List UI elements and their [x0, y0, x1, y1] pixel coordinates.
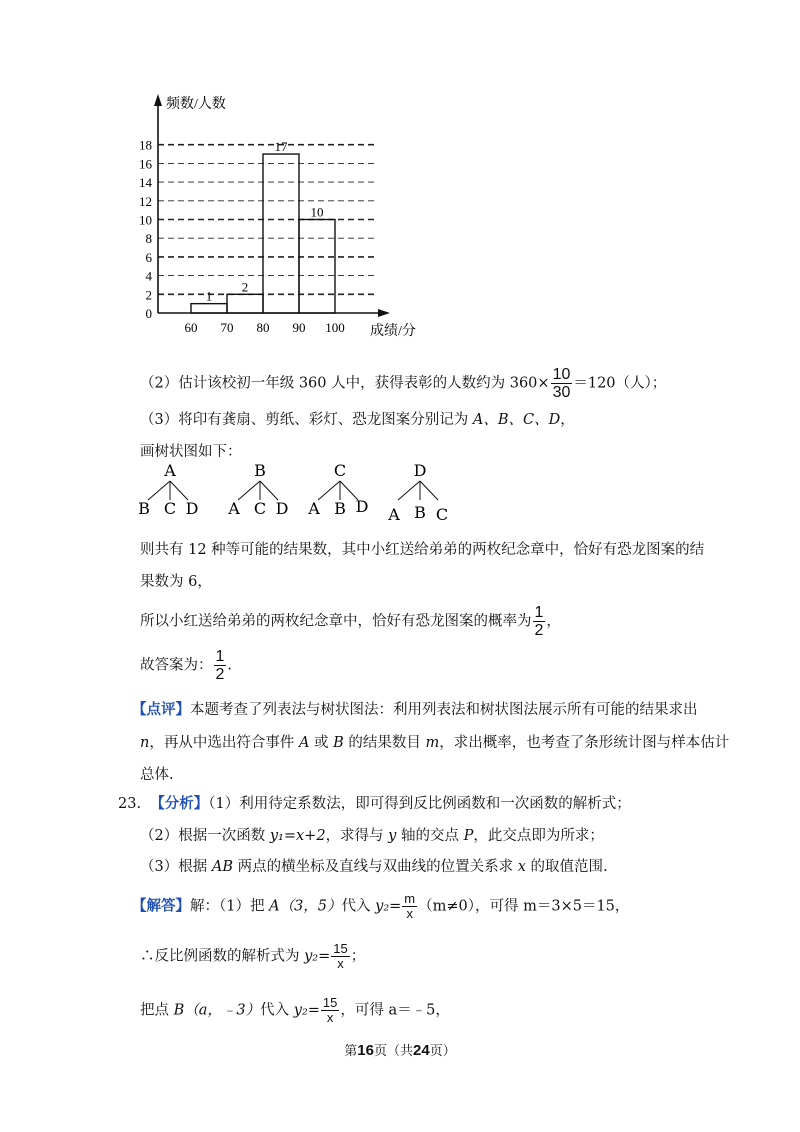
comment-line3: 总体. — [140, 767, 174, 783]
q23-solution-2: ∴反比例函数的解析式为 y₂= $\frac{15}{x}$ ； — [140, 941, 366, 971]
y-tick-label: 2 — [145, 287, 152, 303]
tree-edge — [170, 481, 188, 500]
tree-branch-C — [307, 461, 368, 518]
y-tick-label: 6 — [145, 249, 152, 265]
tree-leaf-label: C — [253, 499, 267, 518]
tree-branch-D — [387, 461, 448, 524]
y-tick-label: 10 — [139, 212, 152, 228]
tree-leaf-label: B — [138, 499, 150, 518]
answer-tag: 【解答】 — [132, 897, 190, 915]
q23-solution-3: 把点 B（a，﹣3）代入 y₂= $\frac{15}{x}$ ，可得 a＝﹣5， — [140, 995, 450, 1025]
chart-y-axis-label: 频数/人数 — [166, 97, 226, 112]
bar-value-label: 2 — [241, 279, 249, 295]
x-tick-label: 60 — [184, 320, 198, 335]
comment-tag: 【点评】 — [132, 701, 190, 718]
tree-edge — [318, 481, 340, 500]
tree-diagram — [130, 460, 470, 526]
q23-analysis-line: 23. 【分析】（1）利用待定系数法，即可得到反比例函数和一次函数的解析式； — [118, 795, 631, 812]
x-tick-label: 90 — [292, 320, 306, 335]
tree-root-label: A — [164, 461, 176, 480]
conclusion-line1: 则共有 12 种等可能的结果数，其中小红送给弟弟的两枚纪念章中，恰好有恐龙图案的结 — [140, 542, 705, 558]
bar-value-label: 1 — [205, 288, 213, 304]
y-axis-arrow — [154, 94, 162, 106]
histogram-bar — [227, 294, 263, 313]
y-tick-label: 0 — [145, 306, 152, 321]
tree-branch-A — [138, 461, 198, 518]
chart-axes — [154, 94, 390, 317]
histogram-bar — [191, 304, 227, 313]
bar-value-label: 17 — [274, 139, 288, 155]
tree-leaf-label: D — [275, 499, 289, 518]
x-axis-arrow — [378, 309, 390, 317]
chart-gridlines — [158, 145, 377, 295]
histogram-chart — [120, 90, 440, 340]
tree-root-label: D — [413, 461, 427, 480]
fraction-15-over-x: $\frac{15}{x}$ — [333, 941, 348, 971]
bar-value-label: 10 — [310, 204, 324, 220]
tree-edge — [260, 481, 278, 500]
answer-fraction: $\frac{1}{2}$ — [215, 648, 225, 683]
tree-leaf-label: D — [185, 499, 199, 518]
x-tick-label: 70 — [220, 320, 234, 335]
chart-bars — [191, 139, 335, 313]
chart-x-axis-label: 成绩/分 — [370, 324, 416, 339]
tree-branch-B — [227, 461, 288, 518]
tree-leaf-label: C — [435, 505, 449, 524]
histogram-bar — [263, 154, 299, 313]
tree-edge — [420, 481, 438, 500]
x-tick-label: 80 — [256, 320, 270, 335]
tree-leaf-label: A — [228, 499, 240, 518]
y-tick-label: 12 — [139, 193, 152, 209]
conclusion-line3: 所以小红送给弟弟的两枚纪念章中，恰好有恐龙图案的概率为 $\frac{1}{2}$ ， — [140, 604, 561, 639]
fraction-10-30: $\frac{10}{30}$ — [552, 366, 571, 401]
tree-leaf-label: C — [163, 499, 177, 518]
tree-root-label: B — [254, 461, 266, 480]
tree-edge — [398, 481, 420, 500]
y-tick-label: 18 — [139, 137, 152, 153]
fraction-15-over-x-2: $\frac{15}{x}$ — [322, 995, 338, 1025]
y-tick-label: 14 — [139, 175, 152, 191]
tree-leaf-label: A — [388, 505, 400, 524]
page-total: 24 — [413, 1042, 430, 1059]
comment-line2: n，再从中选出符合事件 A 或 B 的结果数目 m，求出概率，也考查了条形统计图与样本估计 — [140, 735, 730, 751]
question-number: 23. — [118, 796, 142, 812]
analysis-tag: 【分析】 — [150, 795, 209, 812]
tree-leaf-label: A — [308, 499, 320, 518]
y-tick-label: 16 — [139, 156, 152, 172]
page-number: 16 — [357, 1042, 374, 1059]
tree-edge — [148, 481, 170, 500]
fraction-m-over-x: $\frac{m}{x}$ — [404, 891, 416, 921]
answer-line: 故答案为： $\frac{1}{2}$ . — [140, 648, 233, 683]
x-tick-label: 100 — [325, 320, 345, 335]
y-tick-label: 4 — [145, 268, 152, 284]
tree-edge — [238, 481, 260, 500]
conclusion-line2: 果数为 6， — [140, 574, 212, 590]
tree-leaf-label: D — [355, 497, 369, 516]
y-tick-label: 8 — [145, 231, 152, 247]
tree-leaf-label: B — [334, 499, 346, 518]
q23-analysis-3: （3）根据 AB 两点的横坐标及直线与双曲线的位置关系求 x 的取值范围. — [140, 859, 608, 875]
solution-part-3-line2: 画树状图如下： — [140, 444, 242, 460]
solution-part-2: （2）估计该校初一年级 360 人中，获得表彰的人数约为 360× $\frac{10}{30}$ ＝120（人）； — [140, 366, 667, 401]
solution-part-3-line1: （3）将印有龚扇、剪纸、彩灯、恐龙图案分别记为 A、B、C、D， — [140, 412, 575, 428]
page-footer: 第16页（共24页） — [344, 1042, 456, 1059]
tree-leaf-label: B — [414, 503, 426, 522]
q23-solution-1: 【解答】解：（1）把 A（3，5）代入 y₂= $\frac{m}{x}$ （m≠0），可得 m＝3×5＝15， — [132, 891, 630, 921]
tree-root-label: C — [333, 461, 347, 480]
q23-analysis-2: （2）根据一次函数 y₁=x+2，求得与 y 轴的交点 P，此交点即为所求； — [140, 828, 604, 844]
fraction-one-half: $\frac{1}{2}$ — [534, 604, 544, 639]
chart-tick-labels — [139, 138, 345, 335]
comment-line1: 【点评】本题考查了列表法与树状图法：利用列表法和树状图法展示所有可能的结果求出 — [132, 701, 698, 718]
histogram-bar — [299, 220, 335, 314]
